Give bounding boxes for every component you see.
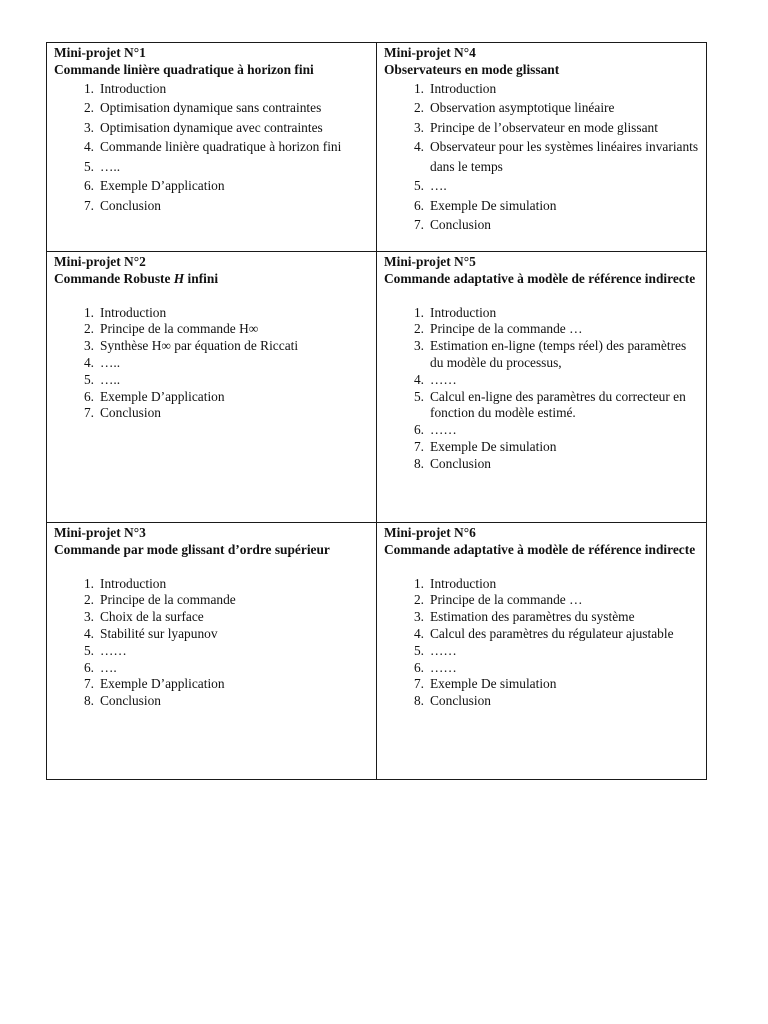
list-item-number: 2.: [83, 100, 94, 116]
list-item-number: 2.: [83, 592, 94, 608]
list-item: [54, 576, 370, 593]
list-item-text: Calcul en-ligne des paramètres du correcteur en fonction du modèle estimé.: [430, 388, 686, 421]
list-item-number: 1.: [413, 80, 424, 96]
list-item: [384, 118, 700, 138]
outline-list: [384, 576, 700, 710]
list-item: [384, 592, 700, 609]
list-item-text: Conclusion: [100, 405, 162, 421]
list-item-number: 4.: [413, 625, 424, 641]
list-item-text: Estimation des paramètres du système: [430, 609, 635, 625]
list-item-number: 2.: [413, 321, 424, 337]
list-item-text: Observation asymptotique linéaire: [430, 100, 615, 116]
table-row: [47, 252, 707, 523]
list-item-number: 3.: [83, 609, 94, 625]
list-item-number: 2.: [83, 321, 94, 337]
list-item-text: ….: [100, 659, 117, 675]
project-cell-2: [47, 252, 377, 523]
list-item-number: 5.: [83, 642, 94, 658]
list-item: [384, 176, 700, 196]
list-item-text: Introduction: [430, 80, 497, 96]
list-item-text: Exemple De simulation: [430, 438, 557, 454]
list-item: [54, 405, 370, 422]
subtitle-italic: H: [173, 270, 185, 286]
list-item: [384, 215, 700, 235]
list-item-text: Exemple D’application: [100, 676, 225, 692]
list-item-text: Conclusion: [430, 455, 492, 471]
spacer: [54, 559, 370, 576]
list-item: [54, 592, 370, 609]
list-item-number: 4.: [83, 625, 94, 641]
list-item: [54, 321, 370, 338]
list-item: [54, 626, 370, 643]
list-item-text: Principe de la commande …: [430, 321, 583, 337]
list-item-number: 6.: [83, 388, 94, 404]
list-item-text: …..: [100, 354, 121, 370]
table-row: [47, 523, 707, 780]
list-item-number: 2.: [413, 592, 424, 608]
list-item: [384, 609, 700, 626]
outline-list: [54, 576, 370, 710]
list-item-text: Introduction: [430, 575, 497, 591]
outline-list: [384, 305, 700, 473]
project-cell-3: [47, 523, 377, 780]
list-item-text: Introduction: [100, 304, 167, 320]
list-item-text: Optimisation dynamique sans contraintes: [100, 100, 322, 116]
list-item-text: Conclusion: [430, 217, 492, 233]
list-item-text: Principe de la commande …: [430, 592, 583, 608]
list-item-number: 7.: [413, 438, 424, 454]
list-item: [384, 137, 700, 176]
project-cell-6: [377, 523, 707, 780]
list-item-text: Principe de l’observateur en mode glissant: [430, 119, 658, 135]
list-item: [384, 676, 700, 693]
outline-list: [54, 79, 370, 216]
list-item-number: 5.: [413, 642, 424, 658]
list-item: [54, 355, 370, 372]
list-item-text: ……: [430, 659, 457, 675]
list-item-number: 5.: [413, 388, 424, 404]
list-item-number: 1.: [83, 80, 94, 96]
project-title: Mini-projet N°5: [384, 254, 476, 269]
list-item-text: Introduction: [100, 80, 167, 96]
list-item-text: Conclusion: [100, 197, 162, 213]
list-item: [384, 576, 700, 593]
list-item-text: Exemple De simulation: [430, 676, 557, 692]
list-item: [54, 176, 370, 196]
list-item-text: …..: [100, 371, 121, 387]
list-item: [54, 609, 370, 626]
list-item: [384, 305, 700, 322]
list-item-text: Exemple De simulation: [430, 197, 557, 213]
list-item-number: 4.: [83, 354, 94, 370]
project-subtitle: Commande adaptative à modèle de référence indirecte: [384, 270, 696, 286]
list-item-number: 7.: [413, 217, 424, 233]
project-title: Mini-projet N°1: [54, 45, 146, 60]
list-item-number: 3.: [413, 338, 424, 354]
list-item-number: 6.: [413, 197, 424, 213]
subtitle-prefix: Commande Robuste: [54, 270, 174, 286]
list-item-number: 5.: [83, 371, 94, 387]
list-item-text: Introduction: [430, 304, 497, 320]
list-item-number: 7.: [83, 676, 94, 692]
list-item-text: Conclusion: [100, 693, 162, 709]
list-item: [384, 372, 700, 389]
list-item-text: Exemple D’application: [100, 388, 225, 404]
list-item-text: Exemple D’application: [100, 178, 225, 194]
list-item-number: 8.: [413, 693, 424, 709]
list-item-text: …..: [100, 158, 121, 174]
spacer: [384, 288, 700, 305]
list-item-text: ……: [430, 422, 457, 438]
list-item: [54, 372, 370, 389]
project-title: Mini-projet N°2: [54, 254, 146, 269]
list-item-number: 3.: [413, 609, 424, 625]
list-item: [54, 693, 370, 710]
list-item-number: 5.: [413, 178, 424, 194]
project-subtitle: Observateurs en mode glissant: [384, 61, 560, 77]
project-cell-5: [377, 252, 707, 523]
list-item-text: Stabilité sur lyapunov: [100, 625, 218, 641]
project-subtitle: Commande par mode glissant d’ordre supérieur: [54, 541, 330, 557]
list-item: [384, 660, 700, 677]
mini-projects-table: [46, 42, 707, 780]
project-cell-1: [47, 43, 377, 252]
list-item-text: Optimisation dynamique avec contraintes: [100, 119, 323, 135]
list-item-number: 7.: [83, 197, 94, 213]
list-item-text: Principe de la commande H∞: [100, 321, 259, 337]
list-item-number: 7.: [413, 676, 424, 692]
list-item-number: 1.: [83, 575, 94, 591]
list-item: [384, 196, 700, 216]
project-title: Mini-projet N°3: [54, 525, 146, 540]
project-cell-4: [377, 43, 707, 252]
list-item-text: ……: [430, 642, 457, 658]
list-item: [384, 422, 700, 439]
spacer: [54, 288, 370, 305]
list-item-number: 4.: [83, 139, 94, 155]
list-item: [54, 338, 370, 355]
list-item-text: Estimation en-ligne (temps réel) des paramètres du modèle du processus,: [430, 338, 687, 370]
project-subtitle: Commande linière quadratique à horizon fini: [54, 61, 314, 77]
list-item-number: 8.: [413, 455, 424, 471]
list-item: [54, 79, 370, 99]
list-item-number: 6.: [413, 659, 424, 675]
list-item-text: Commande linière quadratique à horizon fini: [100, 139, 342, 155]
table-row: [47, 43, 707, 252]
list-item: [384, 321, 700, 338]
project-title: Mini-projet N°6: [384, 525, 476, 540]
list-item-text: Choix de la surface: [100, 609, 204, 625]
list-item-text: Conclusion: [430, 693, 492, 709]
list-item-text: Principe de la commande: [100, 592, 236, 608]
list-item-number: 6.: [83, 659, 94, 675]
list-item: [54, 389, 370, 406]
list-item: [54, 196, 370, 216]
subtitle-suffix: infini: [184, 270, 219, 286]
list-item: [54, 137, 370, 157]
list-item-number: 4.: [413, 139, 424, 155]
list-item: [384, 456, 700, 473]
list-item-text: Calcul des paramètres du régulateur ajustable: [430, 625, 674, 641]
list-item-number: 6.: [413, 422, 424, 438]
list-item: [384, 389, 700, 423]
list-item-number: 8.: [83, 693, 94, 709]
project-subtitle: [54, 271, 370, 288]
list-item: [384, 79, 700, 99]
list-item-text: Observateur pour les systèmes linéaires invariants dans le temps: [430, 139, 699, 174]
list-item: [54, 676, 370, 693]
list-item: [54, 98, 370, 118]
list-item-text: ….: [430, 178, 447, 194]
list-item: [384, 693, 700, 710]
list-item-number: 1.: [83, 304, 94, 320]
list-item-number: 7.: [83, 405, 94, 421]
outline-list: [384, 79, 700, 235]
list-item: [54, 157, 370, 177]
list-item-number: 3.: [83, 338, 94, 354]
list-item-number: 1.: [413, 575, 424, 591]
list-item: [384, 626, 700, 643]
list-item-number: 1.: [413, 304, 424, 320]
spacer: [384, 559, 700, 576]
list-item-number: 6.: [83, 178, 94, 194]
list-item: [54, 660, 370, 677]
list-item-text: Synthèse H∞ par équation de Riccati: [100, 338, 299, 354]
list-item: [384, 439, 700, 456]
list-item: [54, 643, 370, 660]
list-item: [384, 338, 700, 372]
list-item: [54, 305, 370, 322]
project-subtitle: Commande adaptative à modèle de référence indirecte: [384, 541, 696, 557]
outline-list: [54, 305, 370, 423]
list-item: [384, 643, 700, 660]
list-item-number: 2.: [413, 100, 424, 116]
list-item-number: 3.: [413, 119, 424, 135]
list-item-number: 4.: [413, 371, 424, 387]
list-item-text: Introduction: [100, 575, 167, 591]
list-item-number: 3.: [83, 119, 94, 135]
list-item: [384, 98, 700, 118]
list-item-text: ……: [100, 642, 127, 658]
list-item-text: ……: [430, 371, 457, 387]
project-title: Mini-projet N°4: [384, 45, 476, 60]
list-item-number: 5.: [83, 158, 94, 174]
list-item: [54, 118, 370, 138]
